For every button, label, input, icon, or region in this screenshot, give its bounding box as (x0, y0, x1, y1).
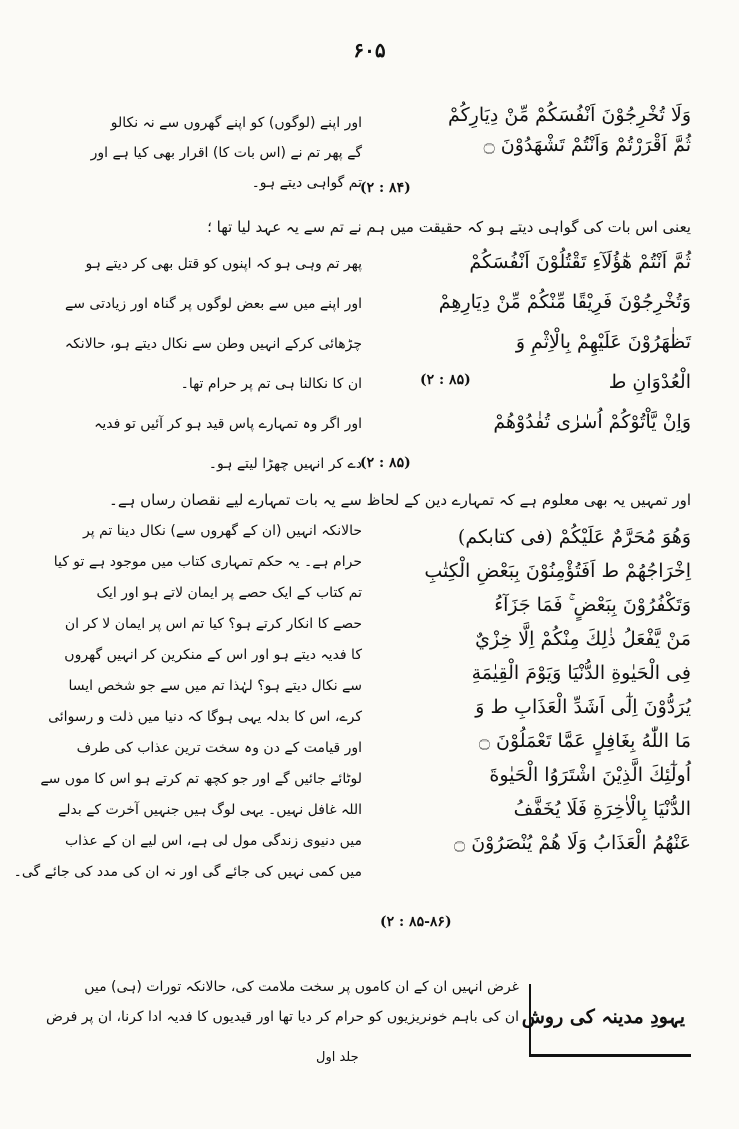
verse-line: مَا اللّٰهُ بِغَافِلٍ عَمَّا تَعْمَلُوْنَ ۝ (478, 730, 691, 752)
translation-line: میں دنیوی زندگی مول لی ہے، اس لیے ان کے عذاب (64, 833, 362, 849)
verse-line: مَنْ يَّفْعَلُ ذٰلِكَ مِنْكُمْ اِلَّا خِزْيٌ (475, 628, 691, 650)
bottom-paragraph (46, 972, 519, 1032)
translation-line: حصے کا انکار کرتے ہو؟ کیا تم اس پر ایمان لا کر ان (64, 616, 362, 632)
verse-line: وَتَكْفُرُوْنَ بِبَعْضٍ ۚ فَمَا جَزَآءُ (494, 594, 691, 616)
verse-block-1 (361, 100, 691, 160)
translation-line: حرام ہے۔ یہ حکم تمہاری کتاب میں موجود ہے تو کیا (53, 554, 362, 570)
translation-line: چڑھائی کرکے انہیں وطن سے نکال دیتے ہو، حالانکہ (64, 336, 362, 352)
translation-line: کرے، اس کا بدلہ یہی ہوگا کہ دنیا میں ذلت و رسوائی (48, 709, 362, 725)
translation-line: میں کمی نہیں کی جائے گی اور نہ ان کی مدد کی جائے گی۔ (13, 864, 362, 880)
verse-line: وَلَا تُخْرِجُوْنَ اَنْفُسَكُمْ مِّنْ دِيَارِكُمْ (447, 104, 691, 126)
verse-line: الْعُدْوَانِ ط (608, 371, 691, 393)
section-heading: یہودِ مدینہ کی روش (521, 1006, 685, 1028)
verse-line: اُولٰٓئِكَ الَّذِيْنَ اشْتَرَوُا الْحَيٰوةَ (489, 764, 691, 786)
verse-reference-2-mid: (۲ : ۸۵) (420, 372, 471, 388)
verse-line: الدُّنْيَا بِالْاٰخِرَةِ فَلَا يُخَفَّفُ (513, 798, 691, 820)
verse-line: ثُمَّ اَقْرَرْتُمْ وَاَنْتُمْ تَشْهَدُوْنَ ۝ (483, 134, 691, 156)
translation-line: لوٹائے جائیں گے اور جو کچھ تم کرتے ہو اس کا موں سے (40, 771, 362, 787)
verse-line: تَظٰهَرُوْنَ عَلَيْهِمْ بِالْاِثْمِ وَ (515, 331, 691, 353)
translation-line: پھر تم وہی ہو کہ اپنوں کو قتل بھی کر دیتے ہو (85, 256, 362, 272)
translation-block-2 (64, 244, 362, 484)
translation-line: گے پھر تم نے (اس بات کا) اقرار بھی کیا ہے اور (90, 145, 362, 161)
page-number: ۶۰۵ (353, 38, 386, 62)
verse-line: وَتُخْرِجُوْنَ فَرِيْقًا مِّنْكُمْ مِّنْ دِيَارِهِمْ (438, 291, 691, 313)
verse-reference-3: (۲ : ۸۵-۸۶) (380, 914, 452, 930)
verse-line: اِخْرَاجُهُمْ ط اَفَتُؤْمِنُوْنَ بِبَعْضِ الْكِتٰبِ (424, 560, 691, 582)
verse-line: ثُمَّ اَنْتُمْ هٰٓؤُلَآءِ تَقْتُلُوْنَ اَنْفُسَكُمْ (469, 251, 691, 273)
verse-block-3 (361, 520, 691, 860)
verse-reference-2: (۲ : ۸۵) (360, 455, 411, 471)
translation-line: حالانکہ انہیں (ان کے گھروں سے) نکال دینا تم پر (83, 523, 362, 539)
translation-line: اور اپنے (لوگوں) کو اپنے گھروں سے نہ نکالو (110, 115, 362, 131)
translation-line: تم گواہی دیتے ہو۔ (251, 175, 362, 191)
verse-block-2 (361, 242, 691, 442)
translation-line: دے کر انہیں چھڑا لیتے ہو۔ (208, 456, 362, 472)
verse-reference-1: (۲ : ۸۴) (360, 180, 411, 196)
translation-block-1 (70, 108, 362, 198)
translation-line: اور اپنے میں سے بعض لوگوں پر گناہ اور زیادتی سے (65, 296, 362, 312)
translation-line: اور اگر وہ تمہارے پاس قید ہو کر آئیں تو فدیہ (94, 416, 362, 432)
translation-line: سے نکال دیتے ہو؟ لہٰذا تم میں سے جو شخص ایسا (68, 678, 362, 694)
verse-line: وَهُوَ مُحَرَّمٌ عَلَيْكُمْ (فی کتابکم) (457, 526, 691, 548)
section-heading-box (521, 984, 691, 1057)
translation-block-3 (13, 516, 362, 888)
translation-line: کا فدیہ دیتے ہو اور اس کے منکرین کر انہیں گھروں (64, 647, 362, 663)
verse-line: يُرَدُّوْنَ اِلٰٓى اَشَدِّ الْعَذَابِ ط وَ (475, 696, 691, 718)
bottom-line: غرض انہیں ان کے ان کاموں پر سخت ملامت کی، حالانکہ تورات (ہی) میں (84, 979, 519, 995)
verse-line: فِى الْحَيٰوةِ الدُّنْيَا وَيَوْمَ الْقِيٰمَةِ (471, 662, 691, 684)
volume-label: جلد اول (316, 1050, 359, 1065)
bottom-line: ان کی باہم خونریزیوں کو حرام کر دیا تھا اور قیدیوں کا فدیہ ادا کرنا، ان پر فرض (46, 1009, 519, 1025)
translation-line: ان کا نکالنا ہی تم پر حرام تھا۔ (180, 376, 362, 392)
verse-line: وَاِنْ يَّاْتُوْكُمْ اُسٰرٰى تُفٰدُوْهُمْ (493, 411, 691, 433)
verse-line: عَنْهُمُ الْعَذَابُ وَلَا هُمْ يُنْصَرُوْنَ ۝ (454, 832, 691, 854)
translation-line: اور قیامت کے دن وہ سخت ترین عذاب کی طرف (76, 740, 362, 756)
translation-line: اللہ غافل نہیں۔ یہی لوگ ہیں جنہیں آخرت کے بدلے (58, 802, 362, 818)
commentary-line-1: یعنی اس بات کی گواہی دیتے ہو کہ حقیقت میں ہم نے تم سے یہ عہد لیا تھا ؛ (207, 218, 691, 236)
commentary-line-2: اور تمہیں یہ بھی معلوم ہے کہ تمہارے دین کے لحاظ سے یہ بات تمہارے لیے نقصان رساں ہے۔ (109, 491, 691, 509)
translation-line: تم کتاب کے ایک حصے پر ایمان لاتے ہو اور ایک (96, 585, 362, 601)
